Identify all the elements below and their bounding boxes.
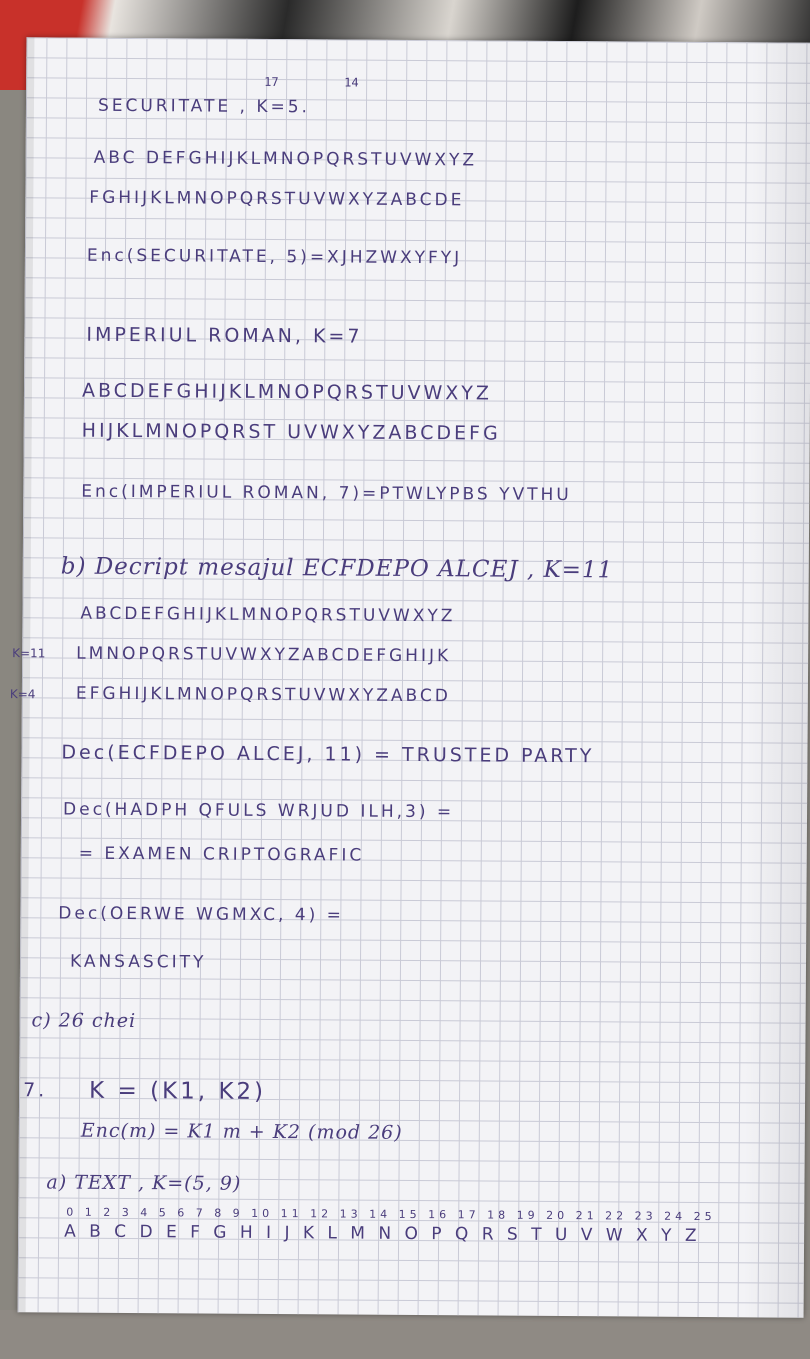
note-line-22: 0 1 2 3 4 5 6 7 8 9 10 11 12 13 14 15 16 17 18 19 20 21 22 23 24 25 — [66, 1205, 716, 1224]
note-line-21: a) TEXT , K=(5, 9) — [46, 1171, 242, 1195]
note-line-11-side: K=11 — [12, 646, 46, 661]
note-line-11: LMNOPQRSTUVWXYZABCDEFGHIJK — [76, 643, 452, 667]
note-line-13: Dec(ECFDEPO ALCEJ, 11) = TRUSTED PARTY — [61, 741, 595, 768]
page-number-right: 14 — [344, 75, 359, 90]
note-line-5: IMPERIUL ROMAN, K=7 — [86, 323, 363, 348]
note-line-10: ABCDEFGHIJKLMNOPQRSTUVWXYZ — [80, 603, 456, 627]
page-number-left: 17 — [264, 74, 279, 90]
page-binding-edge — [18, 37, 35, 1312]
note-line-1: SECURITATE , K=5. — [97, 95, 311, 118]
note-line-23: A B C D E F G H I J K L M N O P Q R S T U V W X Y Z — [64, 1221, 701, 1247]
note-line-19: K = (K1, K2) — [89, 1077, 267, 1105]
background-surface — [0, 1310, 810, 1359]
page-shadow — [744, 42, 810, 1317]
note-line-16: Dec(OERWE WGMXC, 4) = — [58, 903, 344, 926]
note-line-19-number: 7. — [23, 1079, 48, 1102]
notebook-page — [9, 37, 810, 1317]
note-line-14: Dec(HADPH QFULS WRJUD ILH,3) = — [62, 799, 455, 823]
note-line-6: ABCDEFGHIJKLMNOPQRSTUVWXYZ — [81, 379, 493, 405]
note-line-15: = EXAMEN CRIPTOGRAFIC — [78, 843, 365, 866]
note-line-8: Enc(IMPERIUL ROMAN, 7)=PTWLYPBS YVTHU — [81, 481, 572, 506]
note-line-3: FGHIJKLMNOPQRSTUVWXYZABCDE — [89, 187, 465, 211]
note-line-4: Enc(SECURITATE, 5)=XJHZWXYFYJ — [86, 245, 463, 269]
note-line-9: b) Decript mesajul ECFDEPO ALCEJ , K=11 — [60, 553, 614, 584]
note-line-12: EFGHIJKLMNOPQRSTUVWXYZABCD — [75, 683, 451, 707]
note-line-2: ABC DEFGHIJKLMNOPQRSTUVWXYZ — [93, 147, 478, 171]
note-line-20: Enc(m) = K1 m + K2 (mod 26) — [80, 1119, 403, 1144]
note-line-7: HIJKLMNOPQRST UVWXYZABCDEFG — [81, 419, 501, 445]
note-line-17: KANSASCITY — [69, 951, 207, 973]
note-line-12-side: K=4 — [9, 687, 36, 702]
note-line-18: c) 26 chei — [31, 1009, 137, 1033]
